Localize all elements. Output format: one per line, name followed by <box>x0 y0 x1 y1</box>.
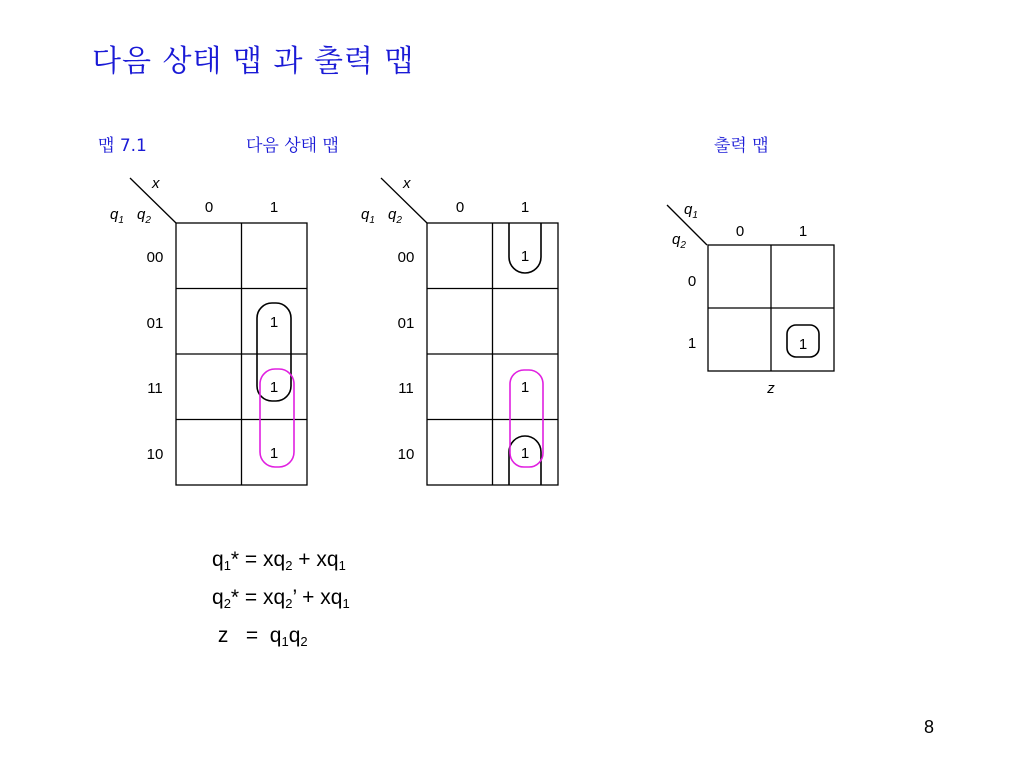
row-variable-label-1: $q_1$ <box>110 206 124 226</box>
next-state-map-q1 <box>110 175 307 485</box>
row-header: 10 <box>397 446 415 463</box>
equation-q1-next: $q_1* = xq_2 + xq_1$ <box>212 548 346 573</box>
row-header: 1 <box>687 335 697 352</box>
row-variable-label-2: $q_2$ <box>137 206 151 226</box>
map-grid <box>427 223 558 485</box>
row-header: 01 <box>146 315 164 332</box>
cell-value: 1 <box>269 379 279 396</box>
row-variable-label-1: $q_1$ <box>361 206 375 226</box>
cell-value: 1 <box>520 248 530 265</box>
cell-value: 1 <box>520 445 530 462</box>
row-header: 10 <box>146 446 164 463</box>
row-header: 01 <box>397 315 415 332</box>
cell-value: 1 <box>269 445 279 462</box>
row-header: 00 <box>397 249 415 266</box>
map-grid <box>708 245 834 371</box>
slide-title: 다음 상태 맵 과 출력 맵 <box>92 44 415 79</box>
column-header: 0 <box>204 199 214 216</box>
next-state-map-label: 다음 상태 맵 <box>246 136 339 156</box>
page-number: 8 <box>924 717 935 737</box>
row-variable-label-2: $q_2$ <box>388 206 402 226</box>
map-grid <box>176 223 307 485</box>
column-variable-label: $q_1$ <box>684 201 698 221</box>
column-variable-label: x <box>152 175 160 192</box>
equation-q2-next: $q_2* = xq_2$’ + $xq_1$ <box>212 586 350 611</box>
row-variable-label: $q_2$ <box>672 231 686 251</box>
output-map-z <box>667 201 834 397</box>
next-state-map-q2 <box>361 175 558 485</box>
column-variable-label: x <box>403 175 411 192</box>
row-header: 11 <box>398 380 414 397</box>
cell-value: 1 <box>798 336 808 353</box>
output-map-label: 출력 맵 <box>714 136 769 156</box>
row-header: 0 <box>687 273 697 290</box>
column-header: 0 <box>735 223 745 240</box>
row-header: 00 <box>146 249 164 266</box>
column-header: 1 <box>798 223 808 240</box>
column-header: 0 <box>455 199 465 216</box>
cell-value: 1 <box>269 314 279 331</box>
column-header: 1 <box>520 199 530 216</box>
map-number-label: 맵 7.1 <box>98 136 147 156</box>
column-header: 1 <box>269 199 279 216</box>
row-header: 11 <box>147 380 163 397</box>
map-output-label: z <box>767 380 775 397</box>
equation-z-output: $z = q_1q_2$ <box>212 624 308 649</box>
cell-value: 1 <box>520 379 530 396</box>
